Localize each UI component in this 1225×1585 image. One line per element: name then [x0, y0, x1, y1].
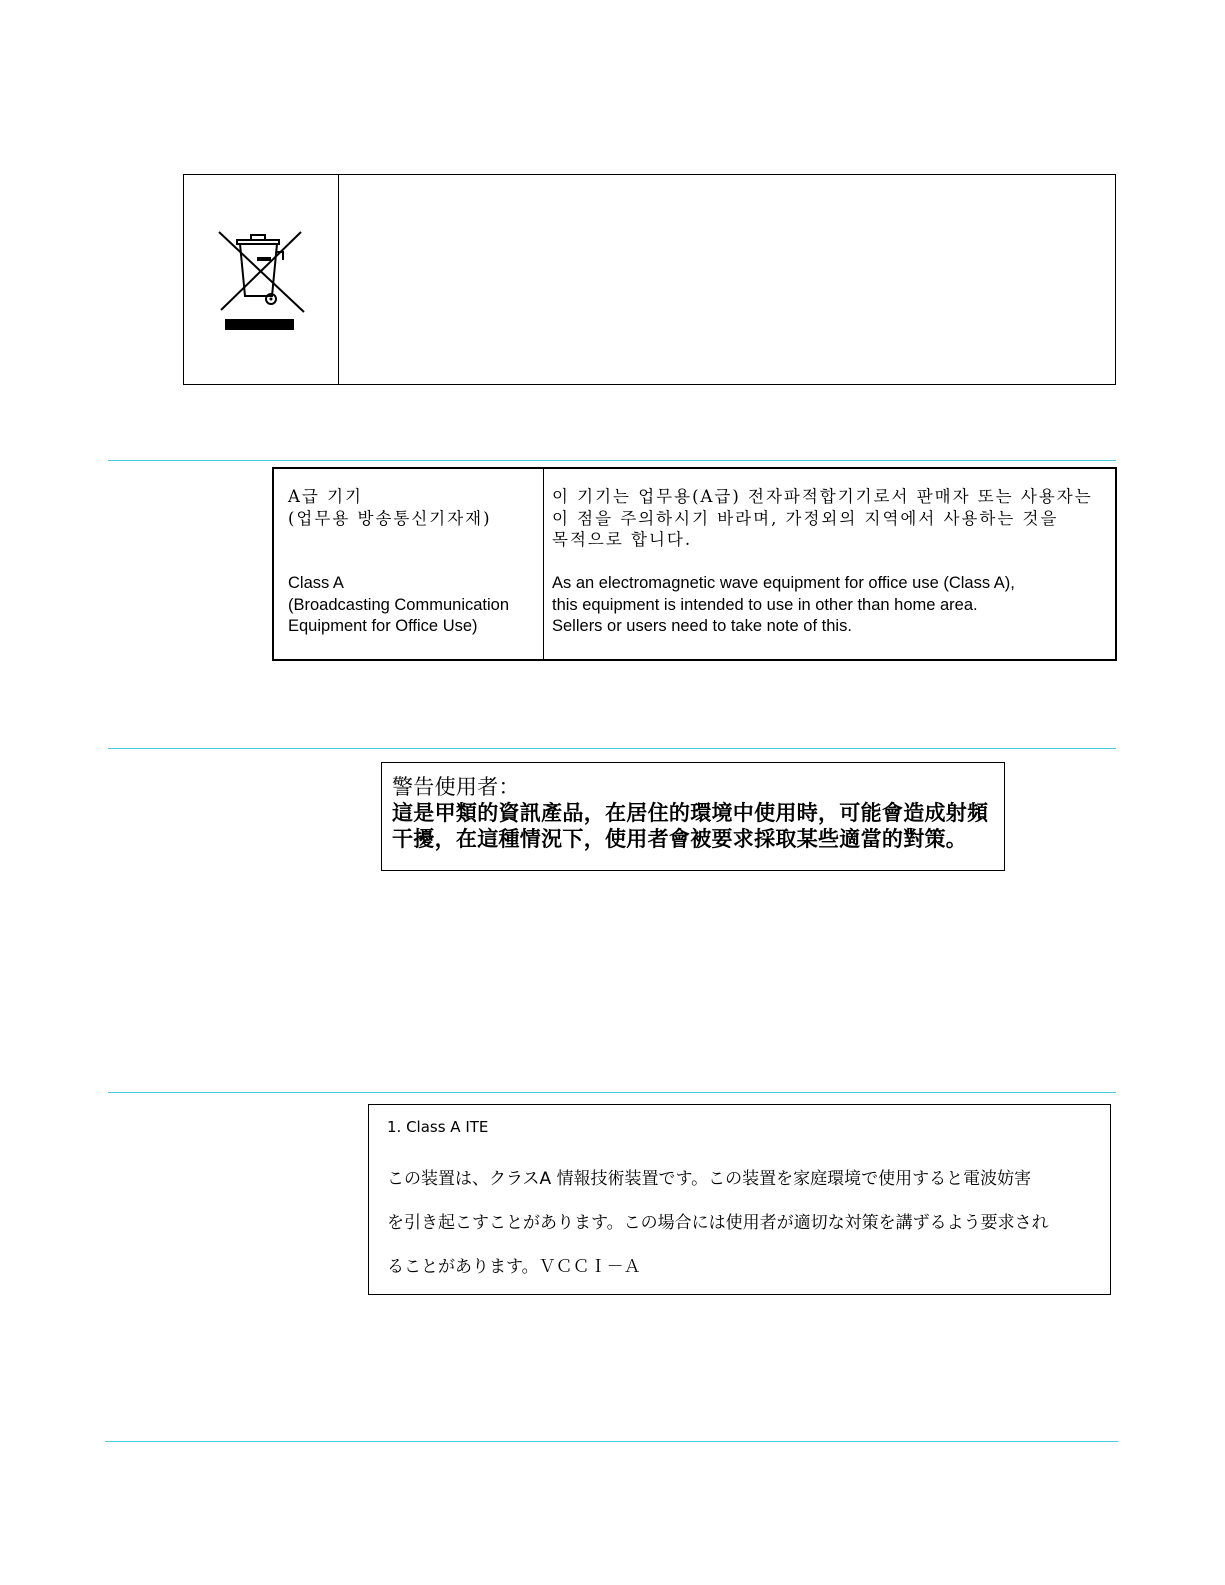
japan-vcci-notice-box	[368, 1104, 1111, 1295]
korea-kcc-notice-table	[272, 467, 1117, 661]
kcc-statement-cell	[544, 469, 1115, 659]
kcc-class-cell	[274, 469, 544, 659]
section-separator	[108, 460, 1116, 461]
crossed-out-wheelie-bin-icon	[211, 230, 311, 330]
vcci-statement-line: を引き起こすことがあります。この場合には使用者が適切な対策を講ずるよう要求され	[387, 1213, 1049, 1233]
weee-text-cell	[339, 175, 1115, 384]
weee-notice-box	[183, 174, 1116, 385]
bsmi-warning-line: 這是甲類的資訊產品，在居住的環境中使用時，可能會造成射頻	[392, 801, 989, 825]
kcc-class-english: Class A (Broadcasting Communication Equipment for Office Use)	[288, 574, 510, 635]
section-separator	[108, 1092, 1116, 1093]
section-separator	[108, 748, 1116, 749]
weee-symbol-cell	[184, 175, 339, 384]
bsmi-warning-title: 警告使用者：	[392, 775, 520, 799]
kcc-statement-korean: 이 기기는 업무용(A급) 전자파적합기기로서 판매자 또는 사용자는 이 점을 주의하시기 바라며, 가정외의 지역에서 사용하는 것을 목적으로 합니다.	[552, 487, 1093, 549]
kcc-class-korean: A급 기기 (업무용 방송통신기자재)	[288, 487, 492, 528]
vcci-statement-line: この装置は、クラスA 情報技術装置です。この装置を家庭環境で使用すると電波妨害	[387, 1169, 1032, 1189]
kcc-statement-english: As an electromagnetic wave equipment for office use (Class A), this equipment is intended to use in other than home area. Sellers or users need to take note of this.	[552, 574, 1015, 635]
vcci-heading: 1. Class A ITE	[387, 1118, 489, 1136]
section-separator	[105, 1441, 1118, 1442]
vcci-statement-line: ることがあります。ＶＣＣＩ－Ａ	[387, 1257, 641, 1277]
taiwan-bsmi-warning-box	[381, 762, 1005, 871]
bsmi-warning-line: 干擾，在這種情況下，使用者會被要求採取某些適當的對策。	[392, 827, 968, 851]
